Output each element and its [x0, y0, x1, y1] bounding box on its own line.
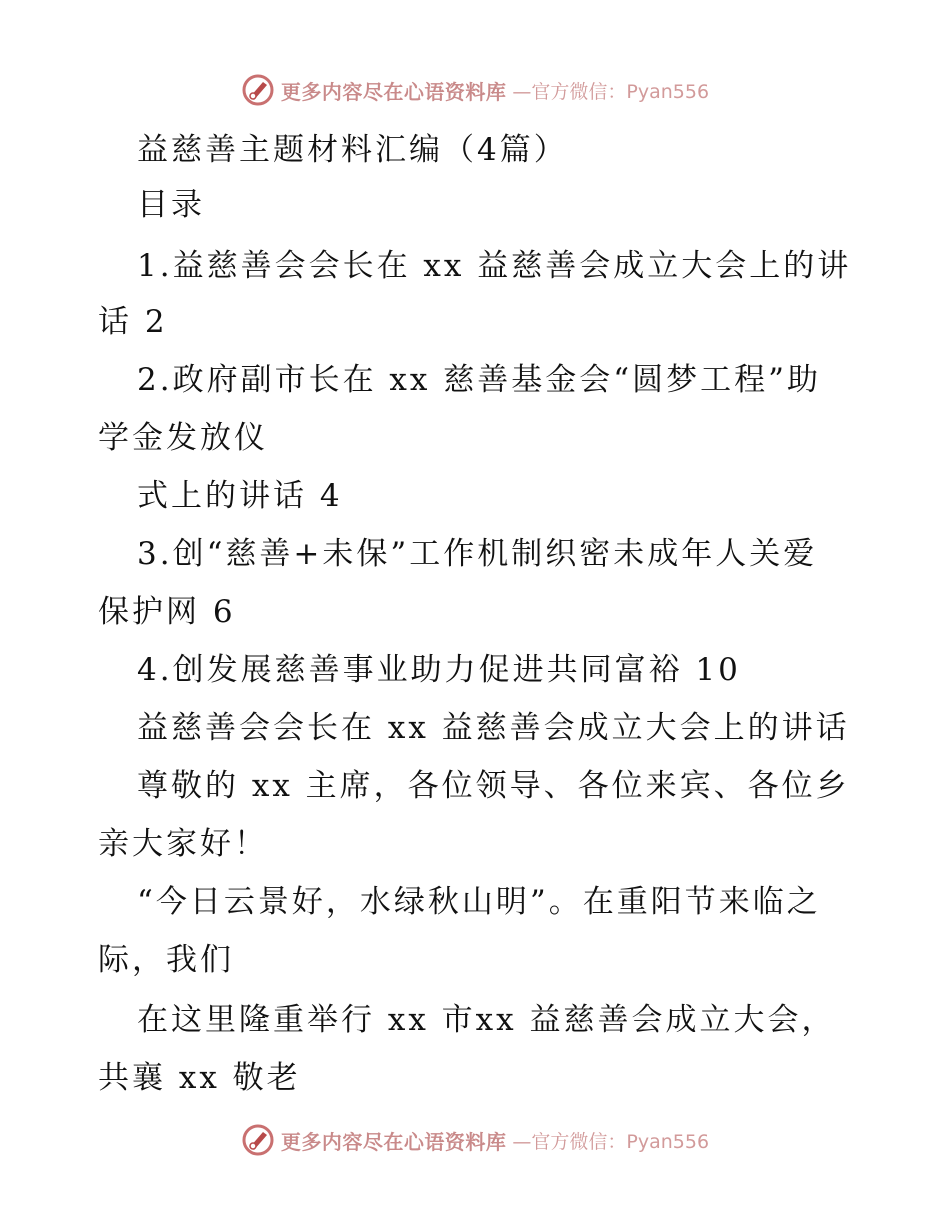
toc-item-1: 1.益慈善会会长在 xx 益慈善会成立大会上的讲 — [137, 248, 852, 284]
toc-heading: 目录 — [137, 187, 205, 223]
toc-item-2-cont: 学金发放仪 — [98, 420, 268, 456]
footer-watermark — [0, 1120, 950, 1160]
watermark-official: —官方微信：Pyan556 — [512, 1130, 710, 1153]
paragraph-line: 尊敬的 xx 主席，各位领导、各位来宾、各位乡 — [137, 768, 850, 804]
paragraph-line: 共襄 xx 敬老 — [98, 1060, 301, 1096]
pen-seal-logo-icon — [241, 73, 275, 107]
section-title: 益慈善会会长在 xx 益慈善会成立大会上的讲话 — [137, 710, 850, 746]
watermark-text: 更多内容尽在心语资料库 — [280, 79, 507, 104]
paragraph-line: 亲大家好！ — [98, 826, 268, 862]
paragraph-line: 在这里隆重举行 xx 市xx 益慈善会成立大会， — [137, 1002, 836, 1038]
toc-item-2-cont2: 式上的讲话 4 — [137, 478, 343, 514]
watermark-text: 更多内容尽在心语资料库 — [280, 1129, 507, 1154]
toc-item-4: 4.创发展慈善事业助力促进共同富裕 10 — [137, 652, 741, 688]
document-title: 益慈善主题材料汇编（4篇） — [137, 132, 568, 168]
paragraph-line: “今日云景好，水绿秋山明”。在重阳节来临之 — [137, 884, 821, 920]
toc-item-3: 3.创“慈善+未保”工作机制织密未成年人关爱 — [137, 536, 818, 572]
watermark-official: —官方微信：Pyan556 — [512, 80, 710, 103]
header-watermark — [0, 70, 950, 110]
toc-item-3-cont: 保护网 6 — [98, 594, 236, 630]
pen-seal-logo-icon — [241, 1123, 275, 1157]
paragraph-line: 际，我们 — [98, 942, 234, 978]
toc-item-1-cont: 话 2 — [98, 304, 168, 340]
toc-item-2: 2.政府副市长在 xx 慈善基金会“圆梦工程”助 — [137, 362, 821, 398]
